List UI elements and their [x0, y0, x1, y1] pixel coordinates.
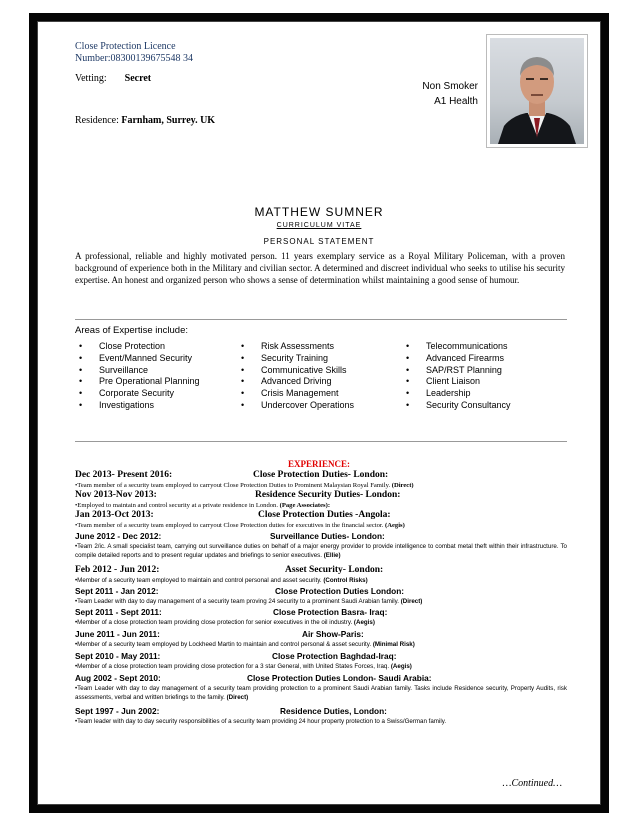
job-entry — [75, 673, 567, 702]
job-entry — [75, 586, 567, 606]
job-description: •Team 2/ic. A small specialist team, carrying out surveillance duties on behalf of a major energy provider to provide intelligence to combat metal theft within their infrastructure. To compile detailed reports and to present regular updates and briefings to senior executives. — [75, 543, 567, 559]
job-employer: (Aegis) — [390, 663, 412, 670]
job-entry — [75, 607, 567, 627]
list-item: • Telecommunications — [402, 341, 511, 353]
job-entry — [75, 651, 567, 671]
continued-note: …Continued… — [502, 778, 562, 789]
job-role: Close Protection Duties- London: — [253, 470, 389, 480]
job-entry — [75, 470, 567, 490]
job-employer: (Ellie) — [323, 552, 341, 559]
job-dates: Dec 2013- Present 2016: — [75, 470, 173, 480]
job-role: Close Protection Duties London: — [275, 586, 405, 596]
residence — [75, 115, 215, 126]
job-description: •Team leader with day to day security responsibilities of a security team providing 24 hour property protection to a Swiss/German family. — [75, 718, 447, 725]
vetting — [75, 73, 151, 84]
divider — [75, 441, 567, 442]
job-dates: June 2011 - Jun 2011: — [75, 629, 160, 639]
list-item: • Advanced Firearms — [402, 353, 511, 365]
job-role: Asset Security- London: — [285, 565, 384, 575]
job-dates: Feb 2012 - Jun 2012: — [75, 565, 160, 575]
job-description: •Member of a close protection team providing close protection for a 3 star General, with United States Forces, Iraq. — [75, 663, 390, 670]
list-item: • Investigations — [75, 400, 200, 412]
list-item: • Surveillance — [75, 365, 200, 377]
job-employer: (Page Associates): — [279, 502, 331, 509]
section-heading-personal-statement: PERSONAL STATEMENT — [263, 237, 375, 246]
job-employer: (Control Risks) — [323, 577, 368, 584]
job-description: •Employed to maintain and control security at a private residence in London. — [75, 502, 278, 509]
job-dates: Sept 2010 - May 2011: — [75, 651, 161, 661]
job-entry — [75, 706, 567, 726]
job-description: •Team member of a security team employed to carryout Close Protection duties for executives in the financial sector. — [75, 522, 384, 529]
non-smoker: Non Smoker — [422, 81, 478, 92]
list-item: • Client Liaison — [402, 376, 511, 388]
list-item: • Security Training — [237, 353, 354, 365]
list-item: • Corporate Security — [75, 388, 200, 400]
job-dates: Sept 2011 - Sept 2011: — [75, 607, 162, 617]
list-item: • Risk Assessments — [237, 341, 354, 353]
job-description: •Member of a security team employed by Lockheed Martin to maintain and control personal & asset security. — [75, 641, 372, 648]
job-description: •Team Leader with day to day management of a security team proving 24 security to a prominent Saudi Arabian family. — [75, 598, 399, 605]
job-employer: (Direct) — [400, 598, 423, 605]
job-description: •Member of a close protection team providing close protection for senior executives in the oil industry. — [75, 619, 353, 626]
job-role: Close Protection Baghdad-Iraq: — [272, 651, 397, 661]
job-role: Air Show-Paris: — [302, 629, 364, 639]
job-employer: (Aegis) — [353, 619, 375, 626]
expertise-heading: Areas of Expertise include: — [75, 325, 189, 336]
job-entry — [75, 565, 567, 585]
job-employer: (Aegis) — [385, 522, 405, 529]
job-description: •Member of a security team employed to maintain and control personal and asset security. — [75, 577, 322, 584]
expertise-column-3 — [402, 341, 511, 412]
job-employer: (Minimal Risk) — [372, 641, 415, 648]
list-item: • Communicative Skills — [237, 365, 354, 377]
job-role: Close Protection Basra- Iraq: — [273, 607, 388, 617]
residence-value: Farnham, Surrey. UK — [121, 115, 216, 126]
job-entry — [75, 510, 567, 530]
expertise-column-2 — [237, 341, 354, 412]
job-dates: Jan 2013-Oct 2013: — [75, 510, 154, 520]
job-role: Residence Duties, London: — [280, 706, 387, 716]
job-role: Residence Security Duties- London: — [255, 490, 401, 500]
job-dates: Aug 2002 - Sept 2010: — [75, 673, 161, 683]
job-dates: Nov 2013-Nov 2013: — [75, 490, 157, 500]
job-entry — [75, 490, 567, 510]
profile-photo — [487, 35, 587, 147]
vetting-label: Vetting: — [75, 73, 107, 84]
residence-label: Residence: — [75, 115, 119, 126]
job-description: •Team Leader with day to day management of a security team providing protection to a prominent Saudi Arabian family. Tasks include Residence security, Property Audits, risk assessments, verbal and written briefings to the family. — [75, 685, 567, 701]
list-item: • Pre Operational Planning — [75, 376, 200, 388]
list-item: • Event/Manned Security — [75, 353, 200, 365]
job-dates: June 2012 - Dec 2012: — [75, 531, 162, 541]
document-subtitle: CURRICULUM VITAE — [276, 222, 362, 229]
job-role: Surveillance Duties- London: — [270, 531, 385, 541]
job-dates: Sept 2011 - Jan 2012: — [75, 586, 159, 596]
licence-line-2: Number:08300139675548 34 — [75, 53, 194, 64]
portrait-illustration — [490, 38, 584, 144]
job-description: •Team member of a security team employed to carryout Close Protection Duties to Prominent Malaysian Royal Family. — [75, 482, 391, 489]
list-item: • Undercover Operations — [237, 400, 354, 412]
job-role: Close Protection Duties London- Saudi Arabia: — [247, 673, 432, 683]
list-item: • Close Protection — [75, 341, 200, 353]
list-item: • Leadership — [402, 388, 511, 400]
divider — [75, 319, 567, 320]
expertise-column-1 — [75, 341, 200, 412]
job-dates: Sept 1997 - Jun 2002: — [75, 706, 160, 716]
personal-attributes — [422, 79, 478, 109]
candidate-name: MATTHEW SUMNER — [254, 205, 384, 219]
licence-info — [75, 41, 193, 65]
job-role: Close Protection Duties -Angola: — [258, 510, 391, 520]
personal-statement: A professional, reliable and highly motivated person. 11 years exemplary service as a Royal Military Policeman, with a proven background of experience both in the Military and civilian sector. A determined and discreet individual who seeks to utilise his security expertise. An honest and organized person who shows a sense of determination whilst maintaining a good sense of humour. — [75, 251, 565, 285]
job-employer: (Direct) — [391, 482, 414, 489]
vetting-value: Secret — [124, 73, 152, 84]
portrait-image — [490, 38, 584, 144]
list-item: • Advanced Driving — [237, 376, 354, 388]
list-item: • Crisis Management — [237, 388, 354, 400]
licence-line-1: Close Protection Licence — [75, 41, 176, 52]
job-employer: (Direct) — [226, 694, 249, 701]
job-entry — [75, 531, 567, 560]
list-item: • Security Consultancy — [402, 400, 511, 412]
list-item: • SAP/RST Planning — [402, 365, 511, 377]
experience-heading: EXPERIENCE: — [287, 459, 350, 469]
health: A1 Health — [434, 96, 478, 107]
job-entry — [75, 629, 567, 649]
